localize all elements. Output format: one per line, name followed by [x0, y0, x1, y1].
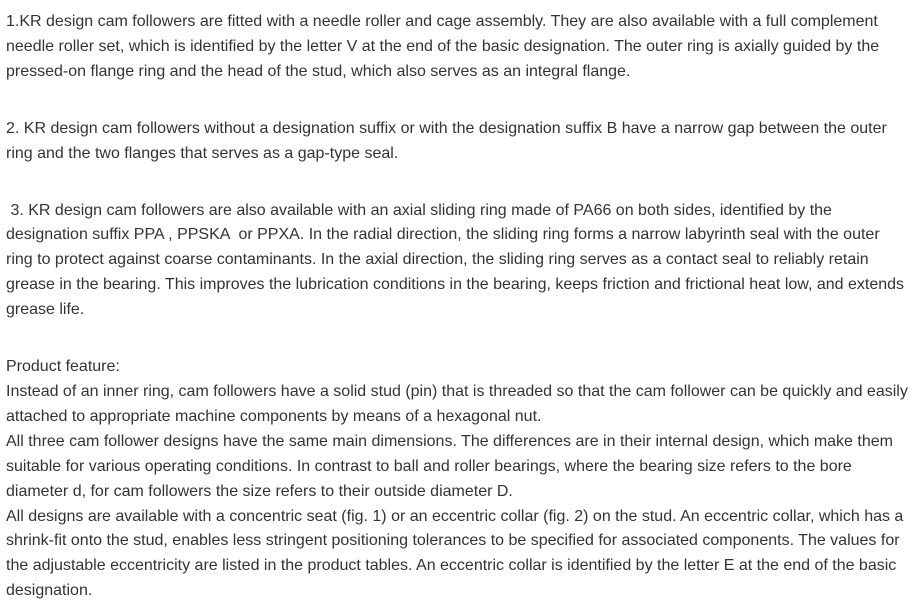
- product-feature-stud: Instead of an inner ring, cam followers have a solid stud (pin) that is threaded so that the cam follower can be quickly and easily attached to appropriate machine components by means of a hexagonal nut.: [6, 382, 908, 425]
- paragraph-kr-gap-seal: 2. KR design cam followers without a designation suffix or with the designation suffix B have a narrow gap between the outer ring and the two flanges that serves as a gap-type seal.: [6, 119, 887, 162]
- paragraph-spacer: [6, 323, 910, 355]
- paragraph-kr-needle-roller: 1.KR design cam followers are fitted with a needle roller and cage assembly. They are also available with a full complement needle roller set, which is identified by the letter V at the end of the basic designation. The outer ring is axially guided by the pressed-on flange ring and the head of the stud, which also serves as an integral flange.: [6, 13, 880, 80]
- product-feature-eccentric-collar: All designs are available with a concentric seat (fig. 1) or an eccentric collar (fig. 2) on the stud. An eccentric collar, which has a shrink-fit onto the stud, enables less stringent positioning tolerances to be specified for associated components. The values for the adjustable eccentricity are listed in the product tables. An eccentric collar is identified by the letter E at the end of the basic designation.: [6, 507, 904, 600]
- paragraph-kr-sliding-ring: 3. KR design cam followers are also available with an axial sliding ring made of PA66 on both sides, identified by the designation suffix PPA , PPSKA or PPXA. In the radial direction, the sliding ring forms a narrow labyrinth seal with the outer ring to protect against coarse contaminants. In the axial direction, the sliding ring serves as a contact seal to reliably retain grease in the bearing. This improves the lubrication conditions in the bearing, keeps friction and frictional heat low, and extends grease life.: [6, 201, 909, 319]
- product-feature-dimensions: All three cam follower designs have the same main dimensions. The differences are in their internal design, which make them suitable for various operating conditions. In contrast to ball and roller bearings, where the bearing size refers to the bore diameter d, for cam followers the size refers to their outside diameter D.: [6, 432, 893, 500]
- paragraph-spacer: [6, 167, 910, 199]
- paragraph-spacer: [6, 85, 910, 117]
- product-feature-heading: Product feature:: [6, 358, 120, 376]
- document-body: [6, 10, 910, 604]
